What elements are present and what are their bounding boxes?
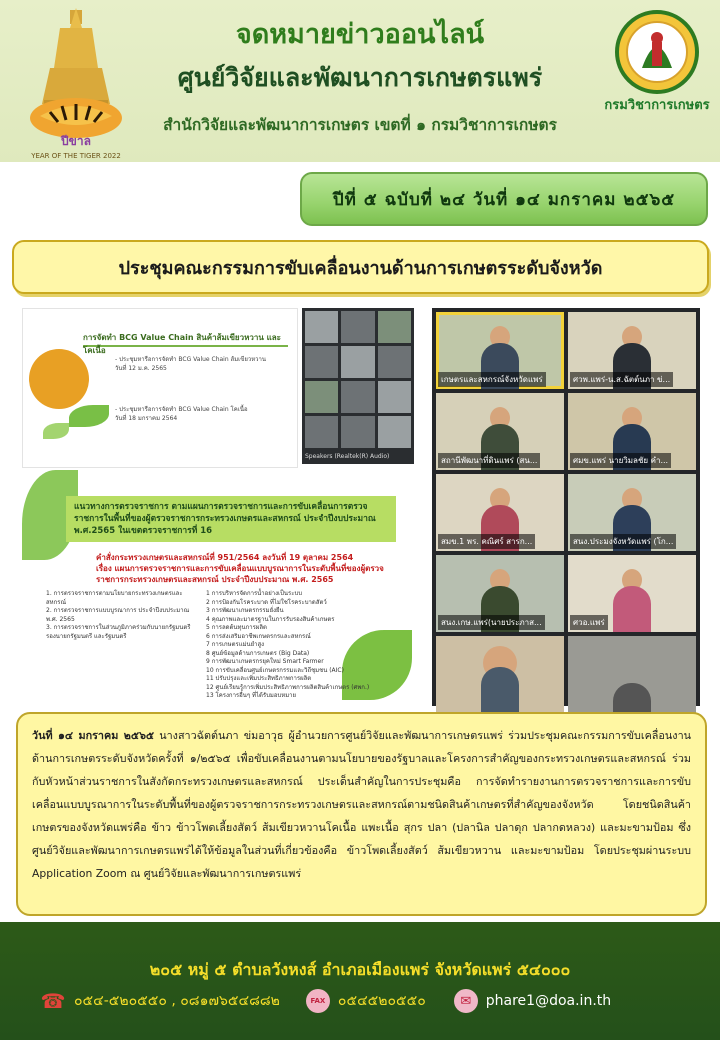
slide-columns: 1. การตรวจราชการตามนโยบายกระทรวงเกษตรและสหกรณ์ 2. การตรวจราชการแบบบูรณาการ ประจำปีงบประมาณ พ.ศ. 2565 3. การตรวจราชการในส่วนภูมิภาคร่วมกับนายกรัฐมนตรี รองนายกรัฐมนตรี และรัฐมนตรี 1 การบริหารจัดการน้ำอย่างเป็นระบบ 2 การป้องกันโรคระบาด ที่ไม่ใช่โรคระบาดสัตว์ 3 การพัฒนาเกษตรกรรมยั่งยืน 4 คุณภาพและมาตรฐานในการรับรองสินค้าเกษตร 5 การลดต้นทุนการผลิต 6 การส่งเสริมอาชีพเกษตรกรและสหกรณ์ 7 การเกษตรแม่นยำสูง 8 ศูนย์ข้อมูลด้านการเกษตร (Big Data) 9 การพัฒนาเกษตรกรยุคใหม่ Smart Farmer 10 การขับเคลื่อนศูนย์เกษตรกรรมและวิถีชุมชน (AIC) 11 ปรับปรุงและเพิ่มประสิทธิภาพการผลิต 12 ศูนย์เรียนรู้การเพิ่มประสิทธิภาพการผลิตสินค้าเกษตร (ศพก.) 13 โครงการอื่นๆ ที่ได้รับมอบหมาย <box>46 590 370 699</box>
center-name: ศูนย์วิจัยและพัฒนาการเกษตรแพร่ <box>177 63 543 92</box>
participant-body <box>613 586 651 632</box>
office-name: สำนักวิจัยและพัฒนาการเกษตร เขตที่ ๑ กรมวิชาการเกษตร <box>163 115 557 134</box>
video-tile <box>305 416 338 448</box>
video-tile <box>378 381 411 413</box>
participant-tile <box>568 312 696 389</box>
participant-name: ศวพ.แพร่-น.ส.ฉัตต์นภา ข่... <box>570 372 673 387</box>
video-tile <box>341 311 374 343</box>
participant-name: ศวอ.แพร่ <box>570 615 608 630</box>
tiger-pagoda-logo <box>20 8 132 160</box>
phone-numbers: ๐๕๔-๕๒๐๕๕๐ , ๐๘๑๗๖๕๔๘๘๒ <box>74 993 280 1009</box>
leaf-decoration <box>69 405 109 427</box>
fax-icon: FAX <box>306 989 330 1013</box>
video-tile <box>378 346 411 378</box>
video-tile <box>341 416 374 448</box>
video-tile <box>305 311 338 343</box>
article-text: นางสาวฉัตต์นภา ข่มอาวุธ ผู้อำนวยการศูนย์วิจัยและพัฒนาการเกษตรแพร่ ร่วมประชุมคณะกรรมการขับเคลื่อนงานด้านการเกษตรระดับจังหวัดครั้งที่ ๑/๒๕๖๕ เพื่อขับเคลื่อนงานตามนโยบายของรัฐบาลและโครงการสำคัญของกระทรวงเกษตรและสหกรณ์ ร่วมกับหัวหน้าส่วนราชการในสังกัดกระทรวงเกษตรและสหกรณ์ ประเด็นสำคัญในการประชุมคือ การจัดทำรายงานการตรวจราชการและการขับเคลื่อนแบบบูรณาการในระดับพื้นที่ของผู้ตรวจราชการกระทรวงเกษตรและสหกรณ์ตามชนิดสินค้าเกษตรที่สำคัญของจังหวัด โดยชนิดสินค้าเกษตรของจังหวัดแพร่คือ ข้าว ข้าวโพดเลี้ยงสัตว์ ส้มเขียวหวานโคเนื้อ แพะเนื้อ สุกร ปลา (ปลานิล ปลาดุก ปลากดหลวง) และมะขามป้อม ซึ่งศูนย์วิจัยและพัฒนาการเกษตรแพร่ได้ให้ข้อมูลในส่วนที่เกี่ยวข้องคือ ข้าวโพดเลี้ยงสัตว์ ส้มเขียวหวาน และมะขามป้อม โดยประชุมผ่านระบบ Application Zoom ณ ศูนย์วิจัยและพัฒนาการเกษตรแพร่ <box>32 729 692 880</box>
video-tile <box>378 416 411 448</box>
leaf-decoration <box>43 423 69 439</box>
participant-body <box>481 667 519 713</box>
doa-seal-logo <box>604 6 710 114</box>
participant-tile <box>436 393 564 470</box>
newsletter-title: จดหมายข่าวออนไลน์ <box>235 19 485 50</box>
fax-number: ๐๕๔๕๒๐๕๕๐ <box>337 993 426 1009</box>
phone-icon: ☎ <box>40 989 66 1013</box>
participant-name: เกษตรและสหกรณ์จังหวัดแพร่ <box>438 372 546 387</box>
video-tile <box>305 381 338 413</box>
participant-tile <box>436 636 564 713</box>
bcg-slide-image <box>22 308 298 468</box>
article-headline: ประชุมคณะกรรมการขับเคลื่อนงานด้านการเกษตรระดับจังหวัด <box>12 240 709 294</box>
inspection-slide-image <box>22 470 414 705</box>
participant-name: สนง.ประมงจังหวัดแพร่ (โก... <box>570 534 676 549</box>
participant-name: สนง.เกษ.แพร่(นายประภาส... <box>438 615 545 630</box>
issue-info-badge: ปีที่ ๕ ฉบับที่ ๒๔ วันที่ ๑๔ มกราคม ๒๕๖๕ <box>300 172 708 226</box>
video-tile <box>305 346 338 378</box>
svg-text:YEAR OF THE TIGER 2022: YEAR OF THE TIGER 2022 <box>31 152 121 160</box>
participant-tile <box>568 636 696 713</box>
header-banner <box>0 0 720 162</box>
contact-row <box>40 988 690 1014</box>
participant-tile <box>436 555 564 632</box>
orange-fruit-image <box>29 349 89 409</box>
svg-text:ปีขาล: ปีขาล <box>61 134 91 148</box>
video-tile <box>341 381 374 413</box>
participant-tile <box>436 312 564 389</box>
audio-device-label: Speakers (Realtek(R) Audio) <box>305 453 390 460</box>
mail-icon: ✉ <box>454 989 478 1013</box>
slide-order: คำสั่งกระทรวงเกษตรและสหกรณ์ที่ 951/2564 ลงวันที่ 19 ตุลาคม 2564 เรื่อง แผนการตรวจราชการและการขับเคลื่อนแบบบูรณาการในระดับพื้นที่ของผู้ตรวจราชการกระทรวงเกษตรและสหกรณ์ ประจำปีงบประมาณ พ.ศ. 2565 <box>96 553 384 584</box>
slide-heading: แนวทางการตรวจราชการ ตามแผนการตรวจราชการและการขับเคลื่อนการตรวจราชการในพื้นที่ของผู้ตรวจราชการกระทรวงเกษตรและสหกรณ์ ประจำปีงบประมาณ พ.ศ.2565 ในเขตตรวจราชการที่ 16 <box>66 496 396 542</box>
article-body <box>16 712 707 916</box>
participant-tile <box>568 393 696 470</box>
slide-title: การจัดทำ BCG Value Chain สินค้าส้มเขียวหวาน และโคเนื้อ <box>83 325 288 347</box>
participant-name: สถานีพัฒนาที่ดินแพร่ (สน... <box>438 453 540 468</box>
participant-tile <box>568 474 696 551</box>
article-date: วันที่ ๑๔ มกราคม ๒๕๖๕ <box>32 729 155 742</box>
zoom-screenshot-large <box>432 308 700 706</box>
video-tile <box>341 346 374 378</box>
participant-tile <box>568 555 696 632</box>
slide-text: - ประชุมหารือการจัดทำ BCG Value Chain ส้มเขียวหวาน วันที่ 12 ม.ค. 2565 - ประชุมหารือการจัดทำ BCG Value Chain โคเนื้อ วันที่ 18 มกราคม 2564 <box>115 356 267 422</box>
participant-body <box>613 683 651 713</box>
zoom-screenshot-small <box>302 308 414 464</box>
svg-text:กรมวิชาการเกษตร: กรมวิชาการเกษตร <box>604 98 710 113</box>
participant-name: ศมข.แพร่ นายวิมลชัย คำ... <box>570 453 671 468</box>
footer-contact <box>0 922 720 1040</box>
participant-tile <box>436 474 564 551</box>
address-text: ๒๐๕ หมู่ ๕ ตำบลวังหงส์ อำเภอเมืองแพร่ จังหวัดแพร่ ๕๔๐๐๐ <box>149 960 571 979</box>
email-link[interactable]: phare1@doa.in.th <box>485 993 612 1009</box>
participant-name: สมข.1 พร. คณิศร์ สารก... <box>438 534 535 549</box>
video-tile <box>378 311 411 343</box>
